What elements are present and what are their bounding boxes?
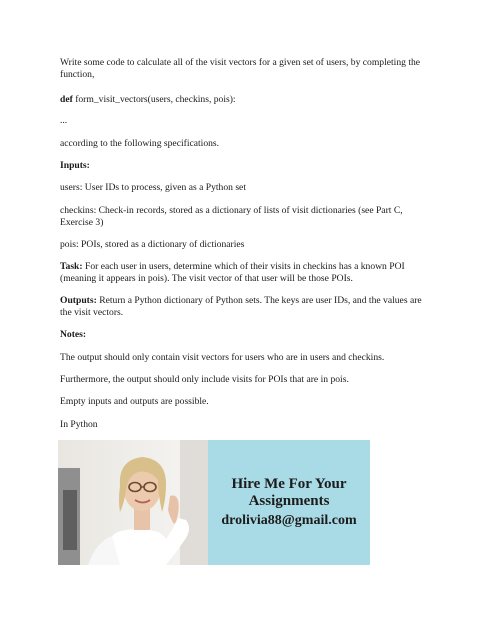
users-input-description: users: User IDs to process, given as a Python set xyxy=(60,182,246,193)
task-text: For each user in users, determine which of their visits in checkins has a known POI (meaning it appears in pois). The visit vector of that user will be those POIs. xyxy=(60,261,405,284)
banner-headline: Hire Me For Your xyxy=(231,476,347,492)
checkins-input-description: checkins: Check-in records, stored as a dictionary of lists of visit dictionaries (see Part C, Exercise 3) xyxy=(60,205,403,228)
note-2: Furthermore, the output should only include visits for POIs that are in pois. xyxy=(60,374,349,385)
notes-heading: Notes: xyxy=(60,329,87,340)
woman-photo xyxy=(58,440,208,565)
def-keyword: def xyxy=(60,94,73,105)
task-label: Task: xyxy=(60,261,83,272)
according-text: according to the following specifications. xyxy=(60,138,220,149)
note-3: Empty inputs and outputs are possible. xyxy=(60,396,209,407)
function-signature xyxy=(60,94,432,106)
outputs-text: Return a Python dictionary of Python sets. The keys are user IDs, and the values are the visit vectors. xyxy=(60,295,422,318)
outputs-label: Outputs: xyxy=(60,295,97,306)
outputs-paragraph xyxy=(60,295,432,319)
def-signature: form_visit_vectors(users, checkins, pois): xyxy=(72,94,236,105)
ellipsis-text: ... xyxy=(60,115,68,126)
banner-email: drolivia88@gmail.com xyxy=(221,513,357,528)
inputs-heading: Inputs: xyxy=(60,160,90,171)
banner-subheadline: Assignments xyxy=(248,493,330,509)
task-paragraph xyxy=(60,261,432,285)
pois-input-description: pois: POIs, stored as a dictionary of dictionaries xyxy=(60,239,245,250)
note-1: The output should only contain visit vectors for users who are in users and checkins. xyxy=(60,352,385,363)
hire-me-banner xyxy=(58,440,370,565)
language-note: In Python xyxy=(60,419,98,430)
intro-paragraph: Write some code to calculate all of the visit vectors for a given set of users, by completing the function, xyxy=(60,57,421,80)
banner-text xyxy=(208,440,370,565)
